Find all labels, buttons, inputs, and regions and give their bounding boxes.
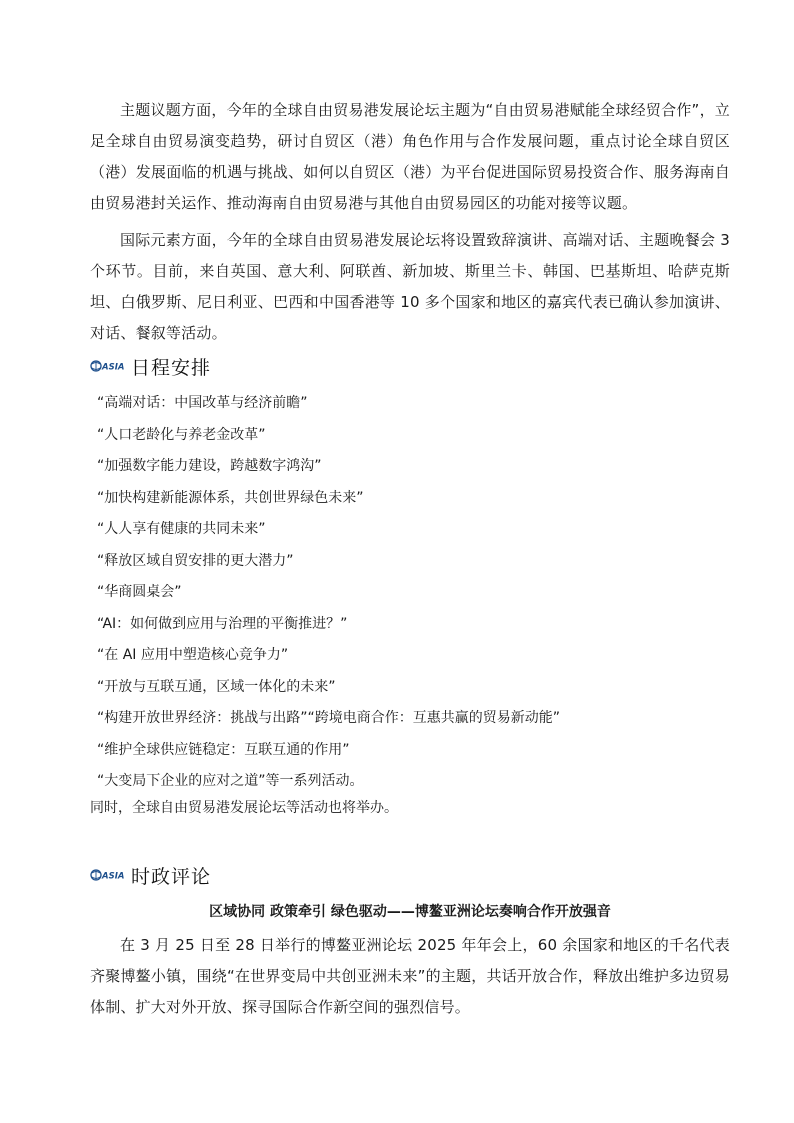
schedule-item: “维护全球供应链稳定：互联互通的作用” — [97, 741, 350, 758]
logo-text: ASIA — [102, 362, 125, 373]
schedule-list — [97, 388, 560, 798]
intro-paragraph-1: 主题议题方面，今年的全球自由贸易港发展论坛主题为“自由贸易港赋能全球经贸合作”，立足全球自由贸易演变趋势，研讨自贸区（港）角色作用与合作发展问题，重点讨论全球自贸区（港）发展面临的机遇与挑战、如何以自贸区（港）为平台促进国际贸易投资合作、服务海南自由贸易港封关运作、推动海南自由贸易港与其他自由贸易园区的功能对接等议题。 — [90, 101, 730, 212]
boao-asia-logo-icon — [90, 356, 128, 376]
commentary-section-header — [90, 860, 211, 890]
schedule-item: “人口老龄化与养老金改革” — [97, 426, 266, 443]
schedule-closing-text: 同时，全球自由贸易港发展论坛等活动也将举办。 — [90, 800, 398, 816]
schedule-item: “加快构建新能源体系，共创世界绿色未来” — [97, 489, 364, 506]
article-paragraph: 在 3 月 25 日至 28 日举行的博鳌亚洲论坛 2025 年年会上，60 余国家和地区的千名代表齐聚博鳌小镇，围绕“在世界变局中共创亚洲未来”的主题，共话开放合作，释放出维护多边贸易体制、扩大对外开放、探寻国际合作新空间的强烈信号。 — [90, 936, 730, 1016]
schedule-item: “华商圆桌会” — [97, 584, 182, 600]
intro-paragraph-2: 国际元素方面，今年的全球自由贸易港发展论坛将设置致辞演讲、高端对话、主题晚餐会 3 个环节。目前，来自英国、意大利、阿联酋、新加坡、斯里兰卡、韩国、巴基斯坦、哈萨克斯坦、白俄罗斯、尼日利亚、巴西和中国香港等 10 多个国家和地区的嘉宾代表已确认参加演讲、对话、餐叙等活动。 — [90, 231, 730, 342]
logo-text: ASIA — [102, 871, 125, 882]
article-title: 区域协同 政策牵引 绿色驱动——博鳌亚洲论坛奏响合作开放强音 — [209, 904, 611, 920]
boao-asia-logo-icon — [90, 865, 128, 885]
commentary-section-title: 时政评论 — [131, 865, 212, 888]
schedule-item: “在 AI 应用中塑造核心竞争力” — [97, 647, 289, 663]
schedule-item: “高端对话：中国改革与经济前瞻” — [97, 395, 308, 411]
schedule-item: “释放区域自贸安排的更大潜力” — [97, 552, 294, 569]
schedule-item: “人人享有健康的共同未来” — [97, 521, 266, 537]
schedule-section-header — [90, 351, 211, 381]
schedule-item: “开放与互联互通，区域一体化的未来” — [97, 678, 336, 695]
schedule-item: “AI：如何做到应用与治理的平衡推进？” — [97, 615, 348, 632]
schedule-section-title: 日程安排 — [131, 356, 212, 379]
schedule-item: “大变局下企业的应对之道”等一系列活动。 — [97, 773, 364, 789]
schedule-item: “加强数字能力建设，跨越数字鸿沟” — [97, 458, 322, 474]
schedule-item: “构建开放世界经济：挑战与出路”“跨境电商合作：互惠共赢的贸易新动能” — [97, 710, 561, 726]
